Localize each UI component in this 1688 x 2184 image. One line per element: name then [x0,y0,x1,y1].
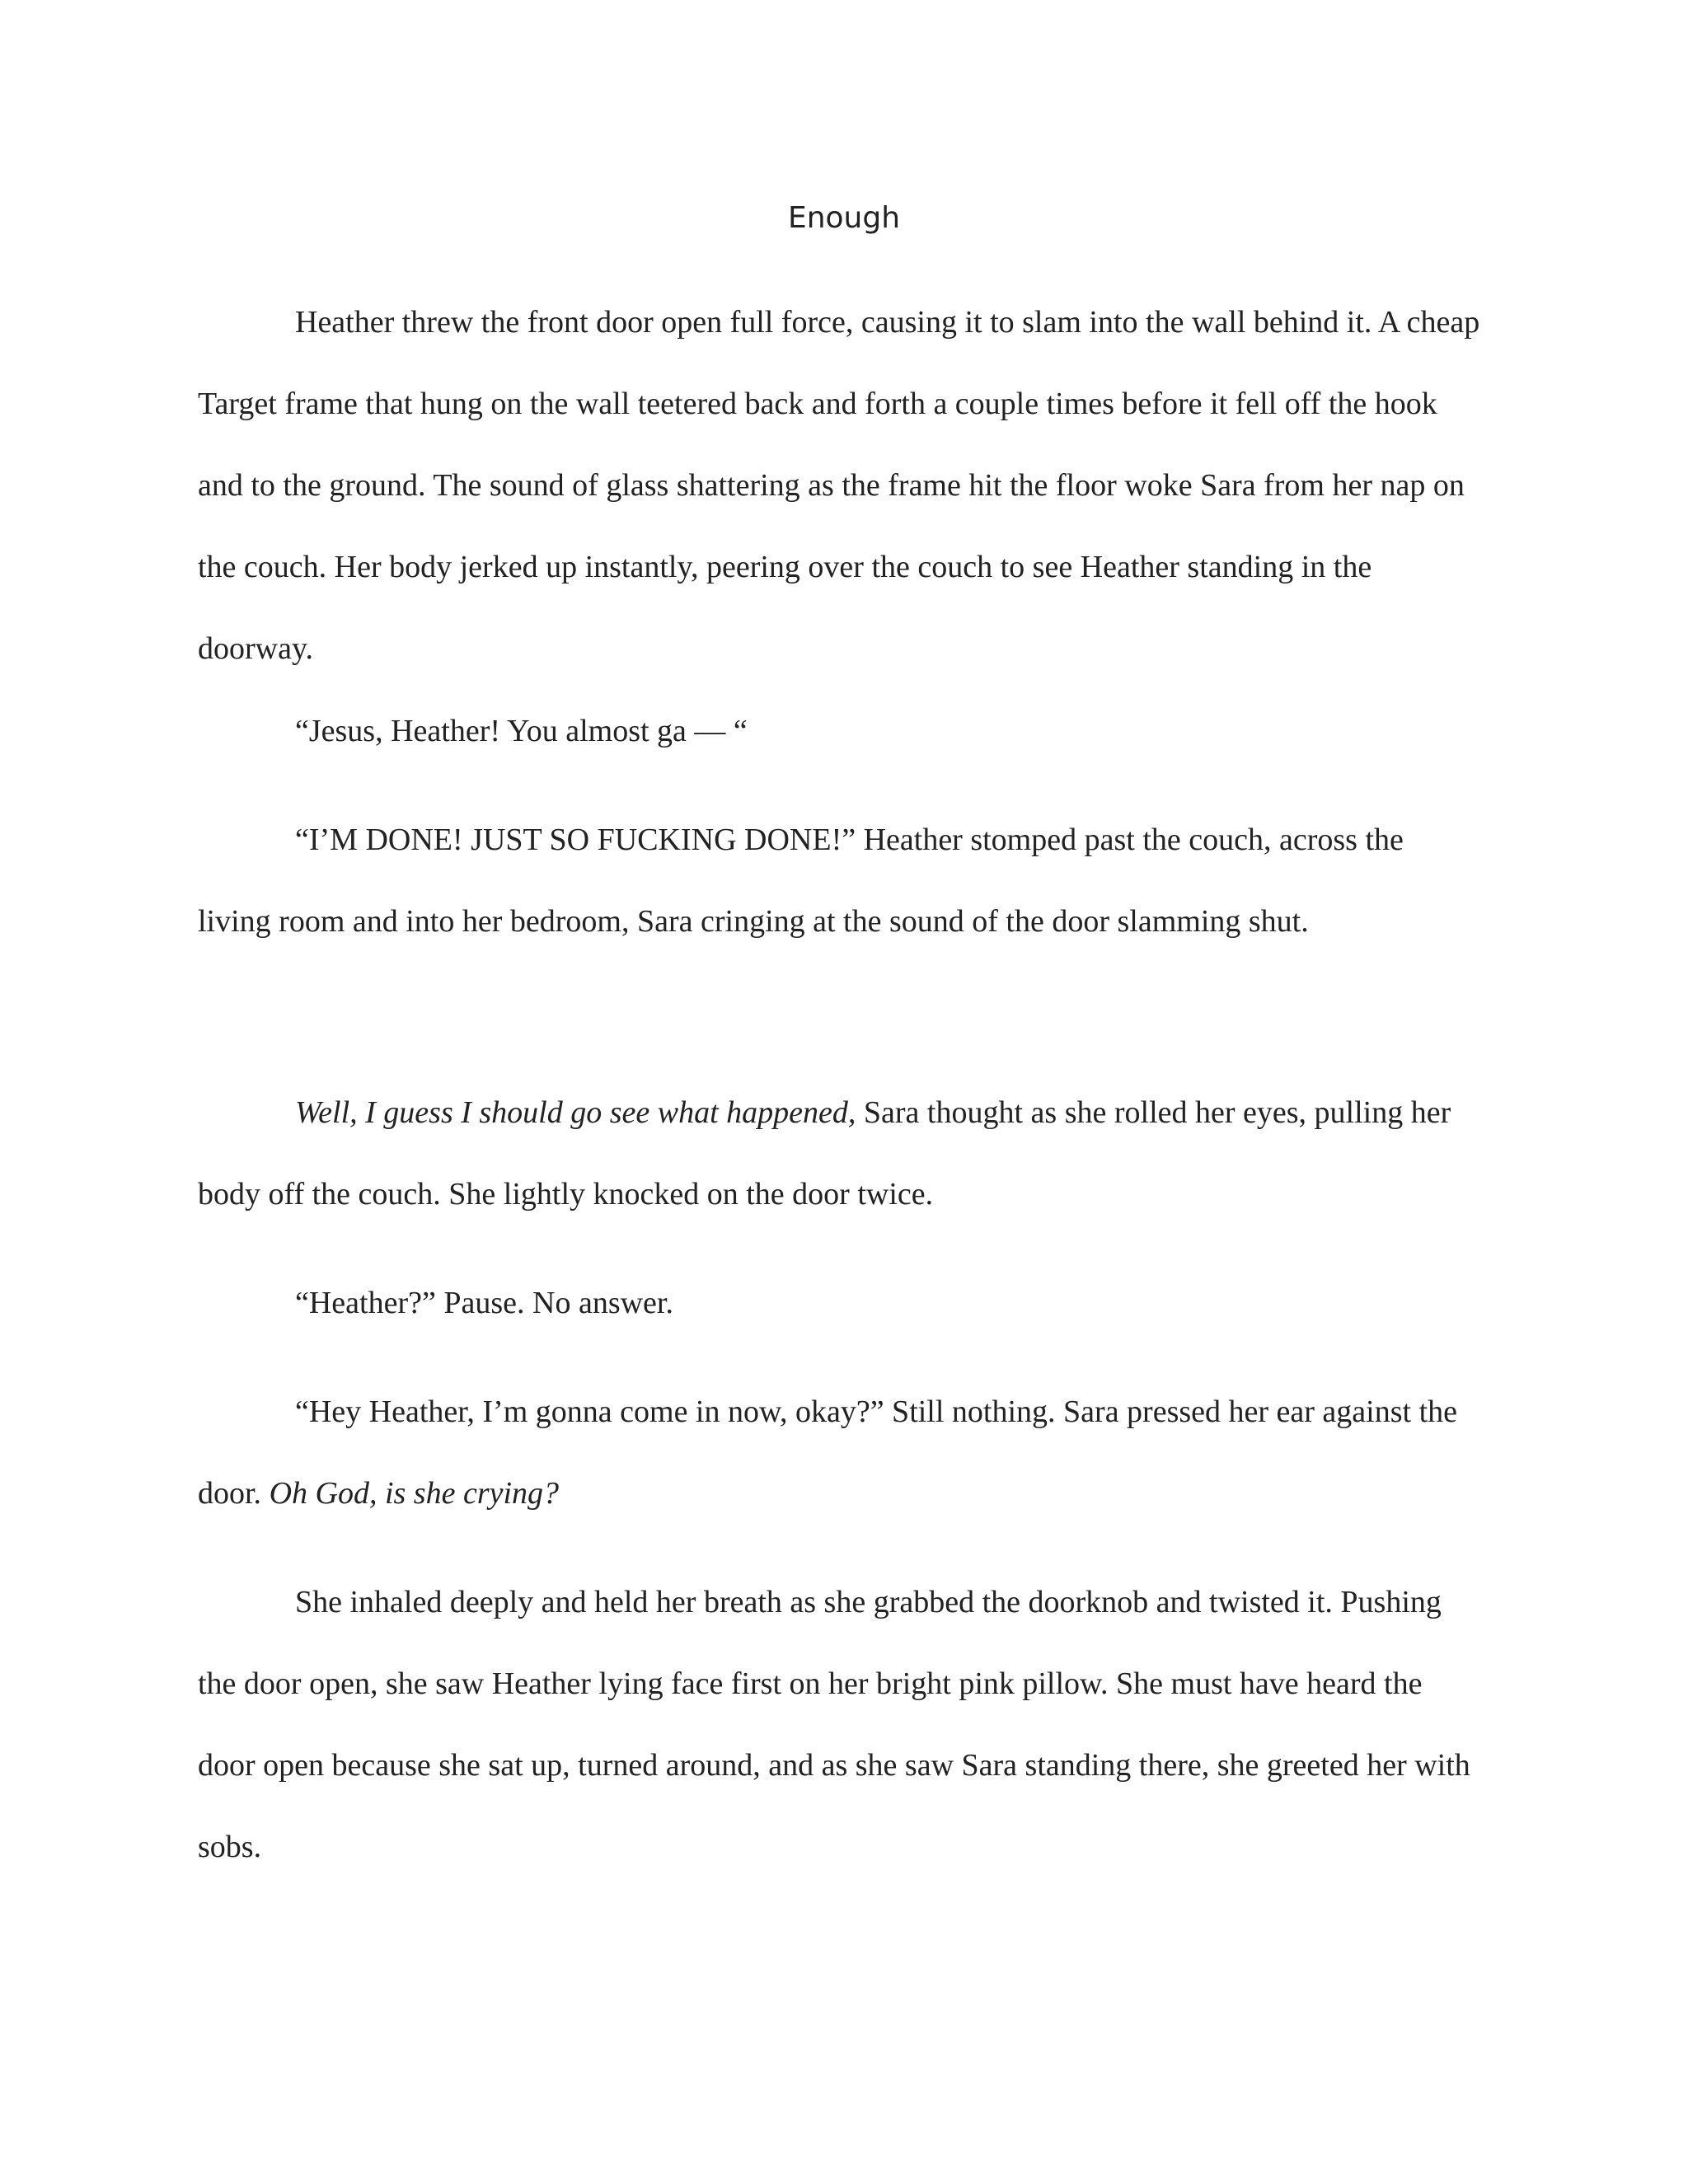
paragraph-4-text: Sara thought as she rolled her eyes, pulling her body off the couch. She lightly knocked on the door twice. [198,1095,1451,1212]
paragraph-6 [198,1371,1484,1535]
paragraph-5: “Heather?” Pause. No answer. [295,1286,673,1320]
paragraph-6-italic-thought: Oh God, is she crying? [269,1476,560,1511]
paragraph-3: “I’M DONE! JUST SO FUCKING DONE!” Heather stomped past the couch, across the living room and into her bedroom, Sara cringing at the sound of the door slamming shut. [198,823,1404,939]
paragraph-6-text: “Hey Heather, I’m gonna come in now, okay?” Still nothing. Sara pressed her ear against the door. [198,1394,1457,1511]
paragraph-4 [198,1072,1484,1235]
paragraph-4-italic-thought: Well, I guess I should go see what happened, [295,1095,856,1130]
paragraph-1: Heather threw the front door open full force, causing it to slam into the wall behind it. A cheap Target frame that hung on the wall teetered back and forth a couple times before it fell off the hook and to the ground. The sound of glass shattering as the frame hit the floor woke Sara from her nap on the couch. Her body jerked up instantly, peering over the couch to see Heather standing in the doorway. [198,305,1480,666]
paragraph-7: She inhaled deeply and held her breath as she grabbed the doorknob and twisted it. Pushing the door open, she saw Heather lying face first on her bright pink pillow. She must have heard the door open because she sat up, turned around, and as she saw Sara standing there, she greeted her with sobs. [198,1585,1470,1864]
paragraph-2: “Jesus, Heather! You almost ga — “ [295,714,748,748]
document-title: Enough [787,201,901,235]
